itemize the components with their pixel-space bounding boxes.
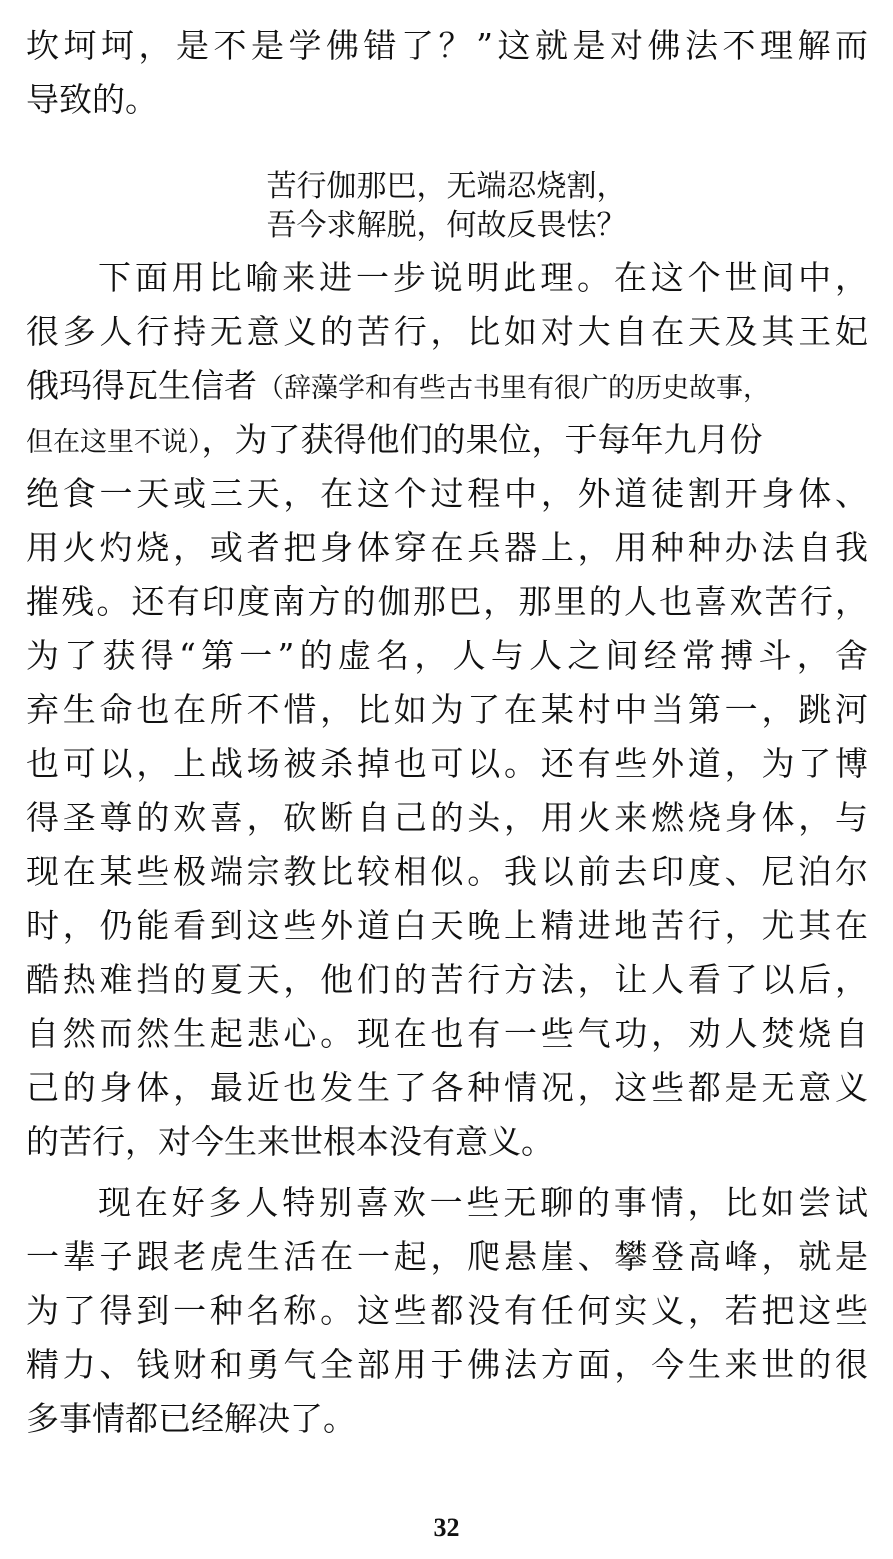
text-line: 精力、钱财和勇气全部用于佛法方面，今生来世的很: [26, 1345, 868, 1384]
text-line-with-note: [26, 413, 868, 467]
annotation-note: （辞藻学和有些古书里有很广的历史故事，: [257, 373, 770, 404]
text-line: 绝食一天或三天，在这个过程中，外道徒割开身体、: [26, 474, 868, 513]
main-text: 俄玛得瓦生信者: [26, 366, 257, 405]
text-line: 很多人行持无意义的苦行，比如对大自在天及其王妃: [26, 312, 868, 351]
text-line: 为了得到一种名称。这些都没有任何实义，若把这些: [26, 1291, 868, 1330]
text-line: 导致的。: [26, 80, 158, 119]
text-line: 也可以，上战场被杀掉也可以。还有些外道，为了博: [26, 744, 868, 783]
text-line: 现在好多人特别喜欢一些无聊的事情，比如尝试: [98, 1183, 868, 1222]
text-line: 时，仍能看到这些外道白天晚上精进地苦行，尤其在: [26, 906, 868, 945]
text-line: 坎坷坷，是不是学佛错了？”这就是对佛法不理解而: [26, 26, 868, 65]
main-text: ，为了获得他们的果位，于每年九月份: [201, 420, 763, 459]
text-line: 多事情都已经解决了。: [26, 1399, 356, 1438]
text-line: 摧残。还有印度南方的伽那巴，那里的人也喜欢苦行，: [26, 582, 868, 621]
annotation-note: 但在这里不说）: [26, 427, 202, 458]
text-line: 为了获得“第一”的虚名，人与人之间经常搏斗，舍: [26, 636, 868, 675]
verse-line: 苦行伽那巴，无端忍烧割，: [266, 169, 627, 204]
text-line: 的苦行，对今生来世根本没有意义。: [26, 1122, 554, 1161]
text-line: 一辈子跟老虎生活在一起，爬悬崖、攀登高峰，就是: [26, 1237, 868, 1276]
text-line: 酷热难挡的夏天，他们的苦行方法，让人看了以后，: [26, 960, 868, 999]
text-line: 自然而然生起悲心。现在也有一些气功，劝人焚烧自: [26, 1014, 868, 1053]
text-line: 弃生命也在所不惜，比如为了在某村中当第一，跳河: [26, 690, 868, 729]
text-line: 用火灼烧，或者把身体穿在兵器上，用种种办法自我: [26, 528, 868, 567]
text-line-with-note: [26, 359, 868, 413]
text-line: 下面用比喻来进一步说明此理。在这个世间中，: [98, 258, 868, 297]
text-line: 得圣尊的欢喜，砍断自己的头，用火来燃烧身体，与: [26, 798, 868, 837]
page-number: 32: [433, 1513, 460, 1542]
verse-line: 吾今求解脱，何故反畏怯？: [266, 208, 627, 243]
text-line: 现在某些极端宗教比较相似。我以前去印度、尼泊尔: [26, 852, 868, 891]
text-line: 己的身体，最近也发生了各种情况，这些都是无意义: [26, 1068, 868, 1107]
